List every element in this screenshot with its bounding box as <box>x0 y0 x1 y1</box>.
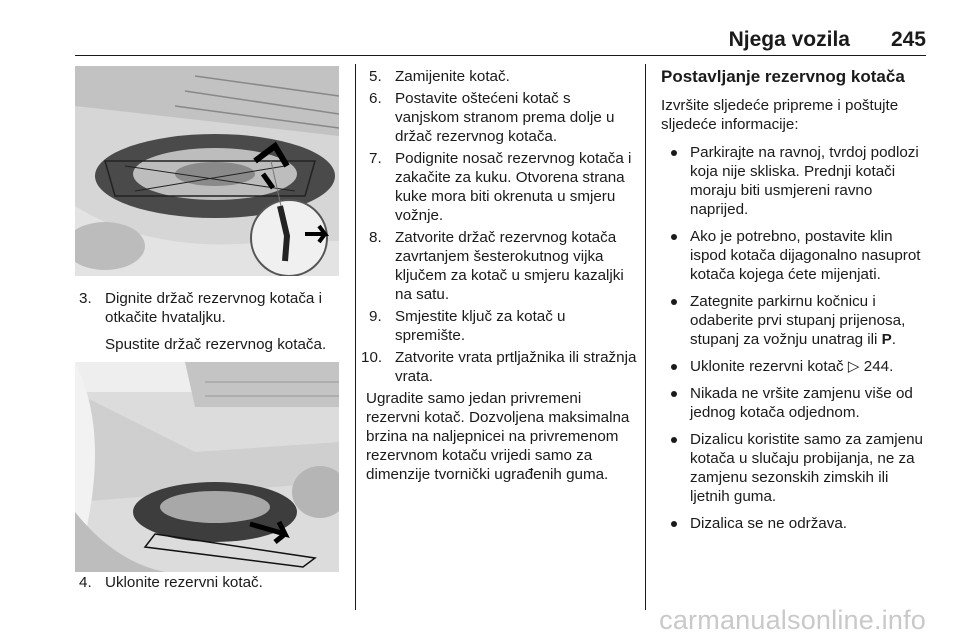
section-heading: Postavljanje rezervnog kotača <box>661 67 905 86</box>
step-8-number: 8. <box>369 229 382 246</box>
step-10-number: 10. <box>361 349 383 366</box>
step-9-text: Smjestite ključ za kotač u spremište. <box>395 308 566 344</box>
step-7-text: Podignite nosač rezervnog kotača i zakačite za kuku. Otvorena strana kuke mora biti okrenuta u smjeru vožnje. <box>395 150 632 224</box>
temporary-spare-paragraph: Ugradite samo jedan privremeni rezervni kotač. Dozvoljena maksimalna brzina na naljepnicei na privremenom rezervnom kotaču vrijedi samo za dimenzije tvornički ugrađenih guma. <box>366 390 630 483</box>
bullet-item <box>661 357 929 376</box>
step-3 <box>79 289 341 327</box>
page-number: 245 <box>890 28 926 51</box>
cross-reference-link[interactable]: Uklonite rezervni kotač ▷ 244. <box>690 358 894 375</box>
bullet-dot <box>671 437 677 443</box>
step-3-text: Dignite držač rezervnog kotača i otkačite hvataljku. <box>105 290 322 326</box>
step-9-number: 9. <box>369 308 382 325</box>
bullet-dot <box>671 521 677 527</box>
bullet-item <box>661 384 929 422</box>
figure-spare-wheel-holder <box>75 66 339 276</box>
step-8 <box>369 228 637 304</box>
right-column <box>661 67 929 541</box>
step-6-number: 6. <box>369 90 382 107</box>
bullet-text-suffix: . <box>891 331 897 348</box>
bullet-item <box>661 430 929 506</box>
bullet-text: Nikada ne vršite zamjenu više od jednog kotača odjednom. <box>690 385 913 421</box>
step-4-number: 4. <box>79 574 92 591</box>
step-8-text: Zatvorite držač rezervnog kotača zavrtanjem šesterokutnog vijka ključem za kotač u smjeru kazaljki na satu. <box>395 229 624 303</box>
bullet-item <box>661 292 929 349</box>
page-header-title: Njega vozila <box>728 28 850 51</box>
bullet-dot <box>671 391 677 397</box>
header-rule <box>75 55 926 56</box>
step-6-text: Postavite oštećeni kotač s vanjskom stranom prema dolje u držač rezervnog kotača. <box>395 90 615 145</box>
step-10 <box>361 348 637 386</box>
bullet-item <box>661 514 929 533</box>
left-column-bottom <box>79 573 341 595</box>
step-7 <box>369 149 637 225</box>
bullet-text: Parkirajte na ravnoj, tvrdoj podlozi koja nije skliska. Prednji kotači moraju biti usmjereni ravno naprijed. <box>690 144 919 218</box>
bullet-item <box>661 143 929 219</box>
watermark: carmanualsonline.info <box>659 605 926 635</box>
figure-spare-wheel-removal <box>75 362 339 572</box>
step-5-text: Zamijenite kotač. <box>395 68 510 85</box>
bullet-text: Dizalica se ne održava. <box>690 515 848 532</box>
step-9 <box>369 307 637 345</box>
column-divider-left <box>355 64 356 610</box>
column-divider-right <box>645 64 646 610</box>
bullet-text: Dizalicu koristite samo za zamjenu kotača u slučaju probijanja, ne za zamjenu sezonskih zimskih ili ljetnih guma. <box>690 431 923 505</box>
step-4 <box>79 573 341 592</box>
bullet-text-prefix: Zategnite parkirnu kočnicu i odaberite prvi stupanj prijenosa, stupanj za vožnju unatrag ili <box>690 293 906 348</box>
step-5-number: 5. <box>369 68 382 85</box>
bullet-text: Ako je potrebno, postavite klin ispod kotača dijagonalno nasuprot kotača kojega ćete mijenjati. <box>690 228 921 283</box>
step-3-number: 3. <box>79 290 92 307</box>
step-10-text: Zatvorite vrata prtljažnika ili stražnja vrata. <box>395 349 637 385</box>
gear-p-label: P <box>881 331 892 348</box>
step-4-text: Uklonite rezervni kotač. <box>105 574 263 591</box>
bullet-dot <box>671 299 677 305</box>
intro-paragraph: Izvršite sljedeće pripreme i poštujte sljedeće informacije: <box>661 97 899 133</box>
bullet-dot <box>671 364 677 370</box>
bullet-item <box>661 227 929 284</box>
bullet-dot <box>671 234 677 240</box>
middle-column <box>361 67 637 487</box>
step-7-number: 7. <box>369 150 382 167</box>
step-5 <box>369 67 637 86</box>
step-3-note: Spustite držač rezervnog kotača. <box>105 336 327 353</box>
left-column <box>79 289 341 357</box>
bullet-dot <box>671 150 677 156</box>
step-6 <box>369 89 637 146</box>
